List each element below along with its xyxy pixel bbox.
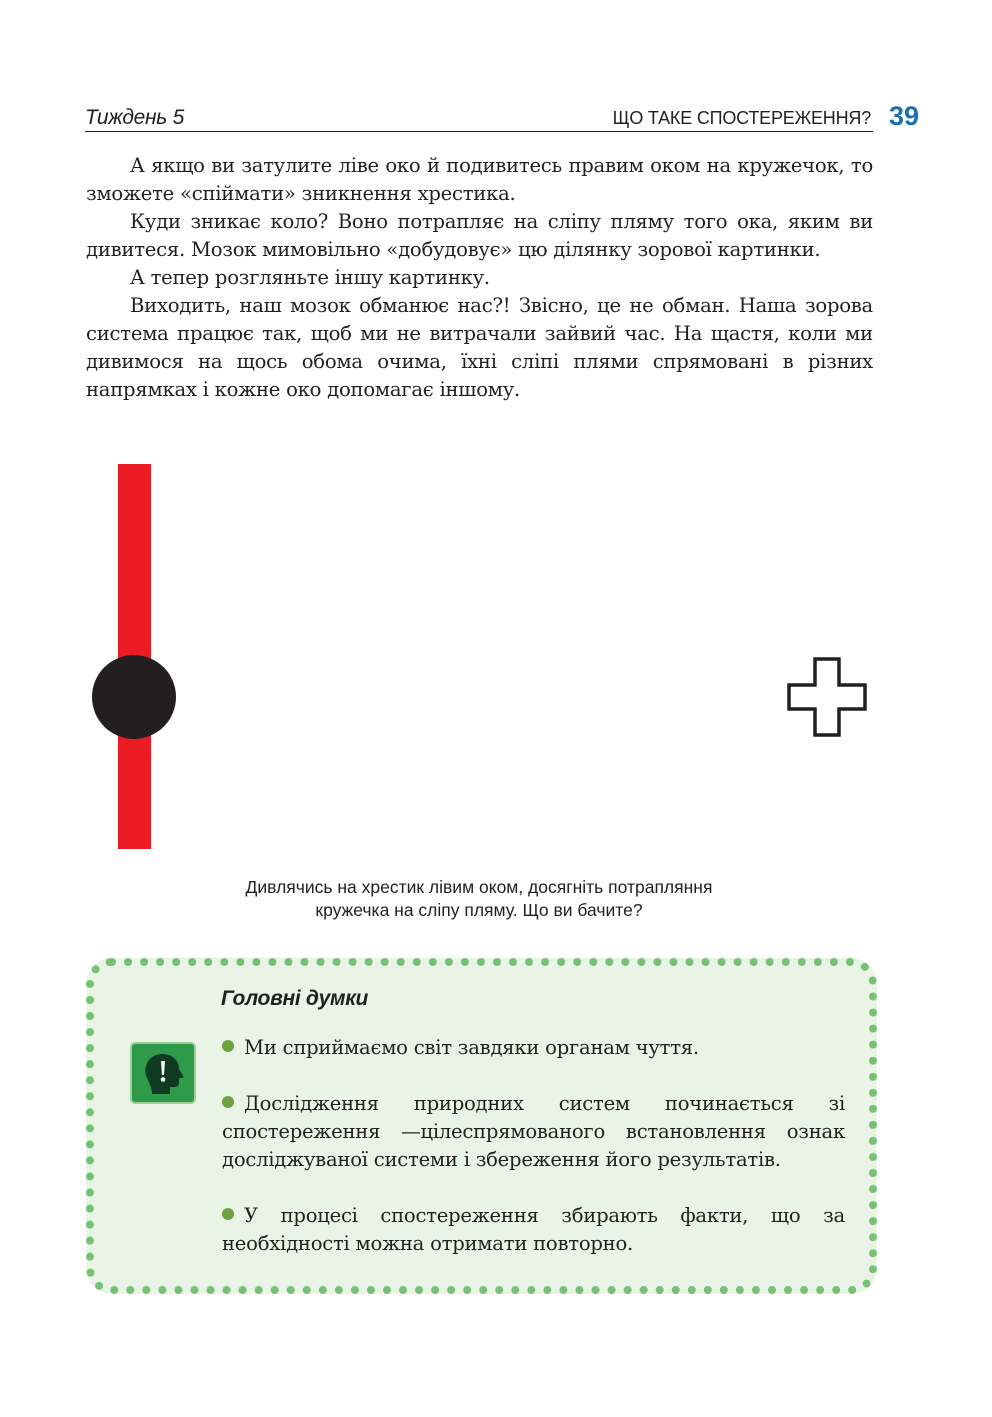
paragraph: А тепер розгляньте іншу картинку. <box>130 266 490 289</box>
figure-caption <box>150 876 808 922</box>
bullet-icon <box>222 1096 234 1108</box>
summary-item <box>222 1090 845 1174</box>
paragraph: Куди зникає коло? Воно потрапляє на сліпу пляму того ока, яким ви дивитеся. Мозок мимовільно «добудовує» цю ділянку зорової картинки. <box>86 210 873 261</box>
page-number: 39 <box>889 101 920 131</box>
summary-item-text: У процесі спостереження збирають факти, що за необхідності можна отримати повторно. <box>222 1204 845 1255</box>
black-dot <box>92 655 176 739</box>
summary-item <box>222 1202 845 1258</box>
summary-list <box>222 1034 845 1286</box>
week-label: Тиждень 5 <box>85 106 184 129</box>
summary-item-text: Дослідження природних систем починається зі спостереження —цілеспрямованого встановлення ознак досліджуваної системи і збереження його результатів. <box>222 1092 845 1171</box>
cross-outline-icon <box>787 657 867 737</box>
bullet-icon <box>222 1040 234 1052</box>
caption-line: Дивлячись на хрестик лівим оком, досягніть потрапляння <box>245 877 713 897</box>
section-title: ЩО ТАКЕ СПОСТЕРЕЖЕННЯ? <box>612 108 871 128</box>
head-exclamation-icon <box>130 1042 196 1104</box>
summary-title: Головні думки <box>221 987 369 1010</box>
bullet-icon <box>222 1208 234 1220</box>
paragraph: А якщо ви затулите ліве око й подивитесь правим оком на кружечок, то зможете «спіймати» зникнення хрестика. <box>86 154 873 205</box>
caption-line: кружечка на сліпу пляму. Що ви бачите? <box>315 900 643 920</box>
page-header <box>85 100 873 132</box>
body-text <box>86 152 873 404</box>
summary-item-text: Ми сприймаємо світ завдяки органам чуття. <box>244 1036 699 1059</box>
summary-item <box>222 1034 845 1062</box>
paragraph: Виходить, наш мозок обманює нас?! Звісно, це не обман. Наша зорова система працює так, щоб ми не витрачали зайвий час. На щастя, коли ми дивимося на щось обома очима, їхні сліпі плями спрямовані в різних напрямках і кожне око допомагає іншому. <box>86 294 873 401</box>
